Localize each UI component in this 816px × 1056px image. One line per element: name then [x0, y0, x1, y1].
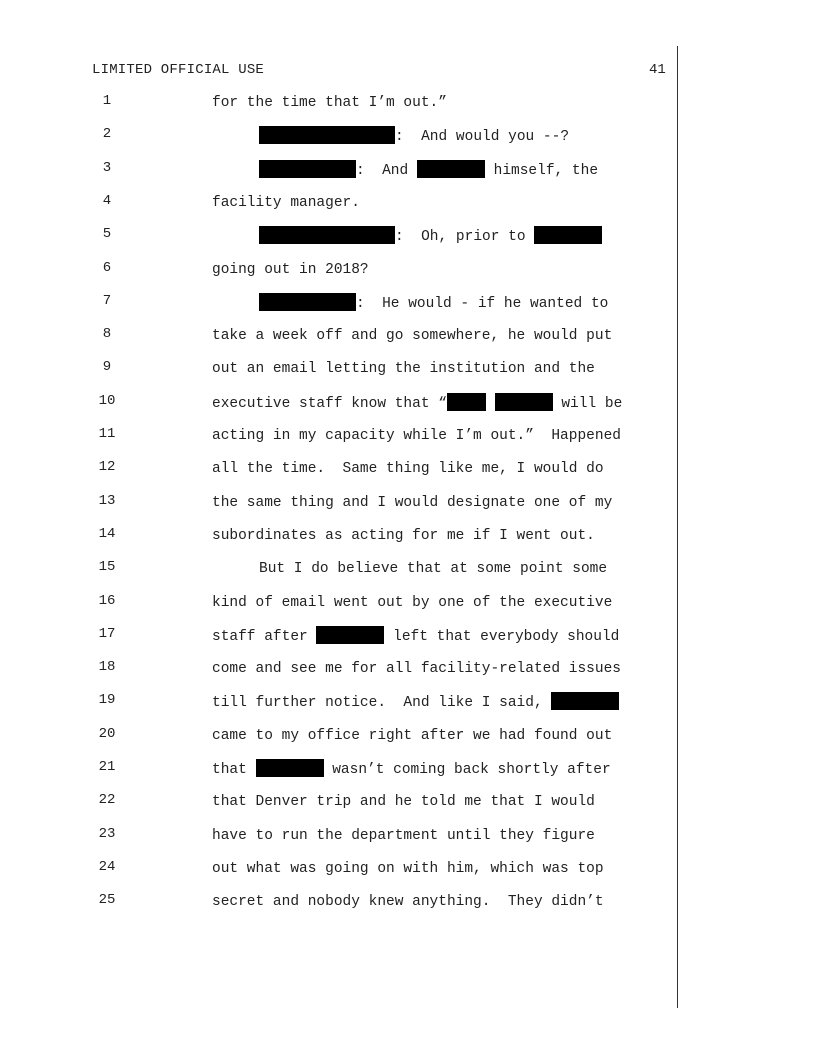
line-number: 25	[98, 892, 116, 908]
line-text	[212, 526, 595, 546]
transcript-line	[0, 160, 816, 180]
line-text	[212, 626, 619, 647]
line-number: 2	[102, 126, 112, 142]
text-segment: But I do believe that at some point some	[259, 561, 608, 577]
transcript-line	[0, 593, 816, 613]
line-text	[212, 393, 622, 414]
text-segment: till further notice. And like I said,	[212, 695, 552, 711]
text-segment: : Oh, prior to	[395, 229, 535, 245]
line-text	[259, 126, 569, 147]
text-segment: came to my office right after we had found out	[212, 728, 613, 744]
transcript-line	[0, 260, 816, 280]
line-number: 19	[98, 692, 116, 708]
transcript-line	[0, 226, 816, 246]
text-segment: himself, the	[484, 163, 599, 179]
line-text	[259, 293, 608, 314]
text-segment: out an email letting the institution and the	[212, 361, 595, 377]
line-number: 21	[98, 759, 116, 775]
text-segment: executive staff know that “	[212, 396, 447, 412]
text-segment: subordinates as acting for me if I went out.	[212, 528, 595, 544]
transcript-line	[0, 93, 816, 113]
line-number: 1	[102, 93, 112, 109]
line-number: 20	[98, 726, 116, 742]
redaction-box	[447, 393, 486, 411]
line-text	[212, 326, 612, 346]
line-number: 22	[98, 792, 116, 808]
transcript-line	[0, 326, 816, 346]
redaction-box	[495, 393, 553, 411]
transcript-line	[0, 493, 816, 513]
transcript-line	[0, 759, 816, 779]
text-segment: that	[212, 762, 256, 778]
line-text	[212, 726, 612, 746]
text-segment: staff after	[212, 629, 317, 645]
transcript-line	[0, 459, 816, 479]
line-number: 15	[98, 559, 116, 575]
text-segment: take a week off and go somewhere, he would put	[212, 328, 613, 344]
transcript-line	[0, 792, 816, 812]
transcript-line	[0, 359, 816, 379]
line-number: 11	[98, 426, 116, 442]
transcript-line	[0, 126, 816, 146]
line-number: 4	[102, 193, 112, 209]
transcript-line	[0, 826, 816, 846]
text-segment	[486, 396, 495, 412]
text-segment: will be	[552, 396, 623, 412]
line-number: 13	[98, 493, 116, 509]
redaction-box	[259, 293, 356, 311]
text-segment: secret and nobody knew anything. They didn’t	[212, 894, 604, 910]
text-segment: kind of email went out by one of the executive	[212, 595, 613, 611]
text-segment: come and see me for all facility-related issues	[212, 661, 621, 677]
line-text	[212, 826, 595, 846]
text-segment: that Denver trip and he told me that I would	[212, 794, 595, 810]
line-text	[212, 759, 611, 780]
text-segment: all the time. Same thing like me, I would do	[212, 461, 604, 477]
line-number: 17	[98, 626, 116, 642]
line-number: 12	[98, 459, 116, 475]
transcript-line	[0, 293, 816, 313]
line-text	[212, 426, 621, 446]
line-number: 6	[102, 260, 112, 276]
line-number: 8	[102, 326, 112, 342]
redaction-box	[316, 626, 384, 644]
line-number: 18	[98, 659, 116, 675]
transcript-line	[0, 659, 816, 679]
redaction-box	[417, 160, 485, 178]
line-text	[259, 559, 607, 579]
text-segment: wasn’t coming back shortly after	[323, 762, 611, 778]
text-segment: : He would - if he wanted to	[356, 296, 609, 312]
line-text	[212, 692, 619, 713]
line-number: 9	[102, 359, 112, 375]
transcript-line	[0, 726, 816, 746]
transcript-line	[0, 393, 816, 413]
line-text	[212, 593, 612, 613]
line-text	[212, 93, 447, 113]
line-number: 24	[98, 859, 116, 875]
redaction-box	[256, 759, 324, 777]
transcript-line	[0, 892, 816, 912]
line-number: 3	[102, 160, 112, 176]
line-text	[212, 892, 604, 912]
line-number: 16	[98, 593, 116, 609]
text-segment: out what was going on with him, which was top	[212, 861, 604, 877]
line-number: 14	[98, 526, 116, 542]
line-text	[212, 193, 360, 213]
transcript-line	[0, 426, 816, 446]
classification-label: LIMITED OFFICIAL USE	[92, 62, 265, 78]
text-segment: facility manager.	[212, 195, 360, 211]
transcript-line	[0, 559, 816, 579]
text-segment: acting in my capacity while I’m out.” Happened	[212, 428, 621, 444]
line-number: 5	[102, 226, 112, 242]
text-segment: the same thing and I would designate one of my	[212, 495, 613, 511]
line-text	[212, 792, 595, 812]
line-number: 23	[98, 826, 116, 842]
text-segment: for the time that I’m out.”	[212, 95, 447, 111]
transcript-line	[0, 193, 816, 213]
line-text	[212, 659, 621, 679]
line-text	[212, 859, 604, 879]
transcript-line	[0, 859, 816, 879]
line-text	[212, 359, 595, 379]
text-segment: going out in 2018?	[212, 262, 369, 278]
line-text	[212, 459, 604, 479]
line-text	[259, 160, 598, 181]
line-text	[259, 226, 602, 247]
line-number: 7	[102, 293, 112, 309]
line-text	[212, 260, 369, 280]
transcript-line	[0, 526, 816, 546]
text-segment: left that everybody should	[384, 629, 620, 645]
text-segment: : And would you --?	[395, 129, 570, 145]
redaction-box	[551, 692, 619, 710]
text-segment: have to run the department until they figure	[212, 828, 595, 844]
text-segment: : And	[356, 163, 417, 179]
page-number: 41	[649, 62, 666, 78]
transcript-line	[0, 626, 816, 646]
line-number: 10	[98, 393, 116, 409]
redaction-box	[259, 126, 395, 144]
redaction-box	[259, 160, 356, 178]
line-text	[212, 493, 612, 513]
redaction-box	[534, 226, 602, 244]
redaction-box	[259, 226, 395, 244]
transcript-line	[0, 692, 816, 712]
